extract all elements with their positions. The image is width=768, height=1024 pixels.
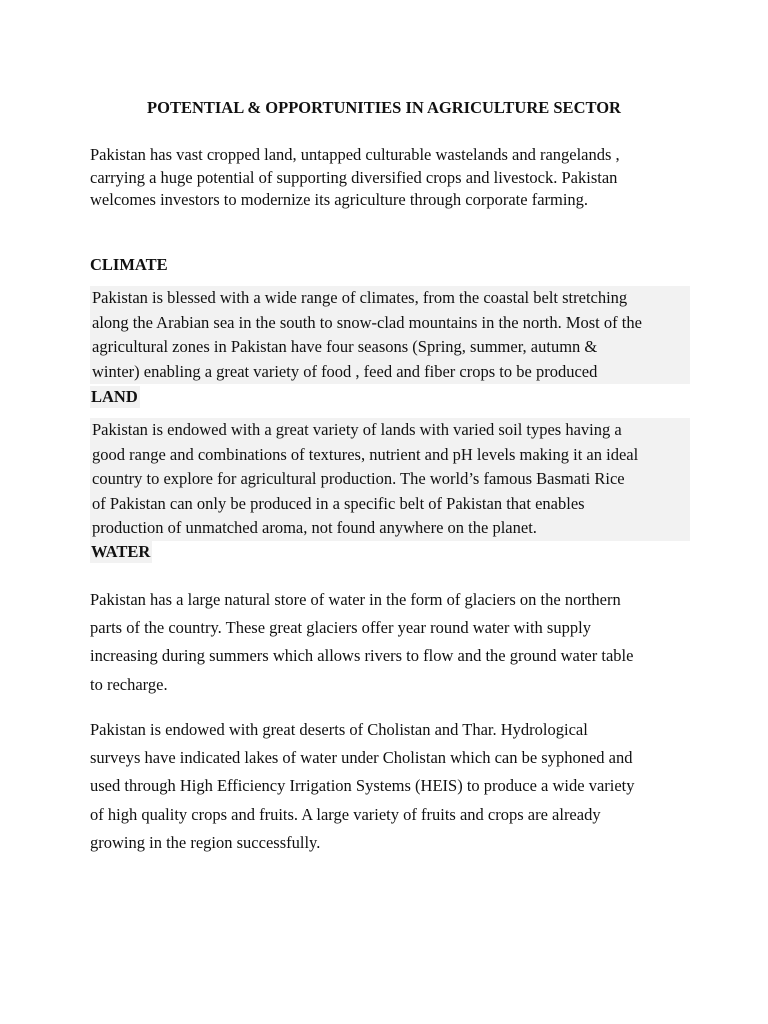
document-title: POTENTIAL & OPPORTUNITIES IN AGRICULTURE SECTOR bbox=[147, 98, 621, 117]
climate-line: agricultural zones in Pakistan have four seasons (Spring, summer, autumn & bbox=[92, 337, 598, 356]
heading-text: WATER bbox=[91, 542, 151, 561]
intro-line: Pakistan has vast cropped land, untapped culturable wastelands and rangelands , bbox=[90, 145, 620, 164]
intro-line: carrying a huge potential of supporting diversified crops and livestock. Pakistan bbox=[90, 167, 618, 187]
water-line: parts of the country. These great glaciers offer year round water with supply bbox=[90, 618, 591, 638]
intro-line: welcomes investors to modernize its agriculture through corporate farming. bbox=[90, 190, 589, 209]
water-paragraph-1 bbox=[90, 586, 690, 699]
land-paragraph bbox=[90, 418, 690, 541]
water-line: used through High Efficiency Irrigation Systems (HEIS) to produce a wide variety bbox=[90, 776, 635, 796]
climate-line: winter) enabling a great variety of food , feed and fiber crops to be produced bbox=[92, 361, 598, 381]
intro-paragraph bbox=[90, 144, 690, 212]
water-paragraph-2 bbox=[90, 716, 690, 857]
climate-paragraph bbox=[90, 286, 690, 384]
water-line: to recharge. bbox=[90, 674, 168, 694]
land-line: production of unmatched aroma, not found anywhere on the planet. bbox=[92, 518, 537, 537]
heading-text: LAND bbox=[91, 387, 138, 406]
water-line: of high quality crops and fruits. A large variety of fruits and crops are already bbox=[90, 804, 601, 824]
water-line: surveys have indicated lakes of water under Cholistan which can be syphoned and bbox=[90, 748, 633, 768]
climate-line: Pakistan is blessed with a wide range of climates, from the coastal belt stretching bbox=[92, 288, 628, 307]
water-line: growing in the region successfully. bbox=[90, 832, 321, 852]
climate-line: along the Arabian sea in the south to snow-clad mountains in the north. Most of the bbox=[92, 312, 642, 332]
water-line: Pakistan is endowed with great deserts of Cholistan and Thar. Hydrological bbox=[90, 720, 588, 739]
land-line: good range and combinations of textures, nutrient and pH levels making it an ideal bbox=[92, 444, 639, 464]
heading-text: CLIMATE bbox=[90, 255, 168, 274]
land-line: country to explore for agricultural production. The world’s famous Basmati Rice bbox=[92, 469, 625, 488]
section-heading-land bbox=[90, 386, 690, 408]
water-line: increasing during summers which allows rivers to flow and the ground water table bbox=[90, 646, 634, 666]
section-heading-water bbox=[90, 541, 690, 563]
section-heading-climate bbox=[90, 254, 690, 276]
water-line: Pakistan has a large natural store of water in the form of glaciers on the northern bbox=[90, 590, 621, 609]
land-line: of Pakistan can only be produced in a specific belt of Pakistan that enables bbox=[92, 493, 585, 513]
land-line: Pakistan is endowed with a great variety of lands with varied soil types having a bbox=[92, 420, 622, 439]
